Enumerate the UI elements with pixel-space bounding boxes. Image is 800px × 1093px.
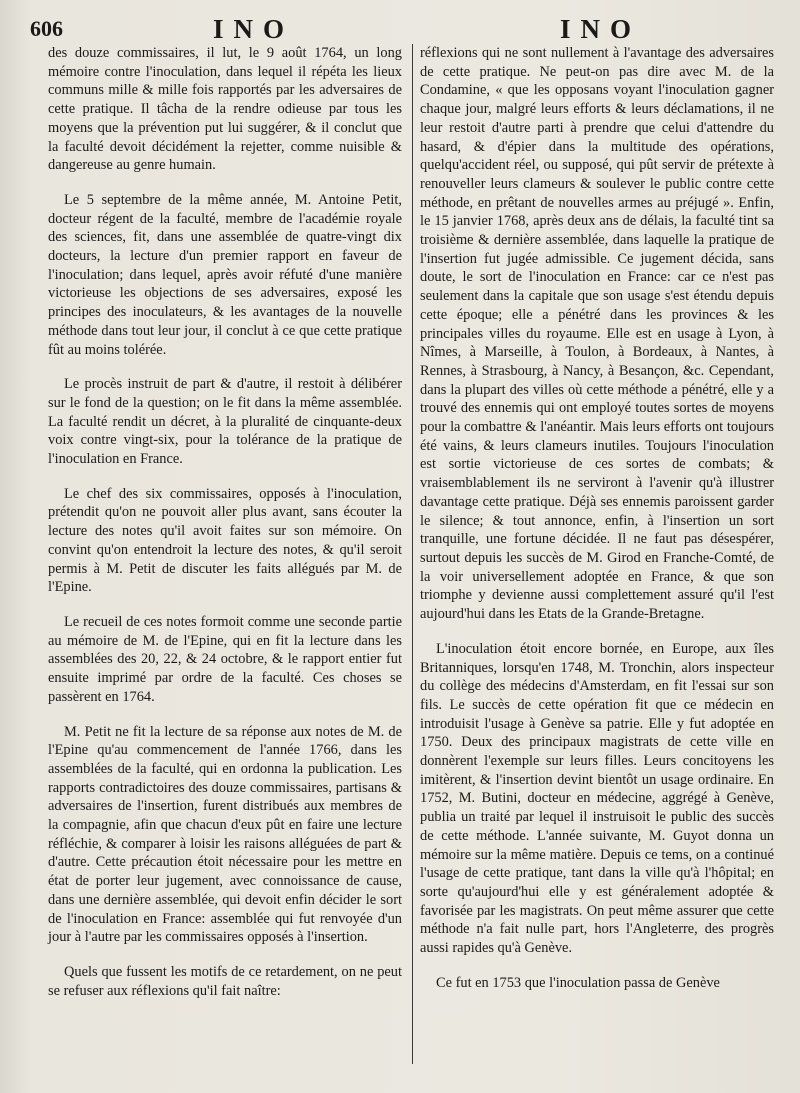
text-columns: [48, 44, 774, 1093]
running-head-left: INO: [213, 14, 295, 44]
paragraph: Quels que fussent les motifs de ce retardement, on ne peut se refuser aux réflexions qu'il fait naître:: [48, 963, 402, 999]
paragraph: réflexions qui ne sont nullement à l'avantage des adversaires de cette pratique. Ne peut-on pas dire avec M. de la Condamine, « que les opposans voyant l'inoculation gagner chaque jour, malgré leurs efforts & leurs déclamations, il ne leur restoit d'autre parti à prendre que celui d'attendre du hasard, & d'épier dans la multitude des opérations, quelqu'accident réel, ou supposé, qui pût servir de prétexte à renouveller leurs clameurs & soulever le public contre cette méthode, en prêtant de nouvelles armes au préjugé ». Enfin, le 15 janvier 1768, après deux ans de délais, la faculté tint sa troisième & dernière assemblée, dans laquelle la pratique de l'insertion fut jugée admissible. Ce jugement décida, sans doute, le sort de l'inoculation en France: car ce n'est pas seulement dans la capitale que son usage s'est étendu depuis cette époque; elle a pénétré dans les provinces & les principales villes du royaume. Elle est en usage à Lyon, à Nîmes, à Marseille, à Toulon, à Bordeaux, à Nantes, à Rennes, à Strasbourg, à Nancy, à Besançon, &c. Cependant, dans la plupart des villes où cette méthode a pénétré, elle y a trouvé des ennemis qui ont employé toutes sortes de moyens pour la combattre & l'anéantir. Mais leurs efforts ont toujours été vains, & leurs clameurs inutiles. Toujours l'inoculation est sortie victorieuse de ces sortes de combats; & vraisemblablement ils ne serviront à l'avenir qu'à illustrer davantage cette pratique. Déjà ses ennemis paroissent garder le silence; & tout annonce, enfin, à l'insertion un sort tranquille, une fortune décidée. Il ne faut pas désespérer, surtout depuis les succès de M. Girod en Franche-Comté, de la voir universellement adoptée en France, & que son triomphe y devienne aussi complettement assuré qu'il l'est aujourd'hui dans les Etats de la Grande-Bretagne.: [420, 45, 774, 623]
paragraph: Le procès instruit de part & d'autre, il restoit à délibérer sur le fond de la question; on le fit dans la même assemblée. La faculté rendit un décret, à la pluralité de cinquante-deux voix contre vingt-six, pour la tolérance de la pratique de l'inoculation en France.: [48, 376, 402, 468]
left-column: [48, 44, 402, 1000]
paragraph: M. Petit ne fit la lecture de sa réponse aux notes de M. de l'Epine qu'au commencement de l'année 1766, dans les assemblées de la faculté, qui en ordonna la publication. Les rapports contradictoires des douze commissaires, partisans & adversaires de l'insertion, furent distribués aux membres de la compagnie, afin que chacun d'eux pût en faire une lecture réfléchie, & comparer à loisir les raisons alléguées de part & d'autre. Cette précaution étoit nécessaire pour les mettre en état de porter leur jugement, avec connoissance de cause, dans une dernière assemblée, qui devoit enfin décider le sort de l'inoculation en France: assemblée qui fut renvoyée d'un jour à l'autre par les commissaires opposés à l'insertion.: [48, 723, 402, 946]
column-divider: [412, 44, 413, 1064]
paragraph: Ce fut en 1753 que l'inoculation passa de Genève: [436, 974, 720, 991]
paragraph: Le chef des six commissaires, opposés à l'inoculation, prétendit qu'on ne pouvoit aller plus avant, sans écouter la lecture des notes qu'il avoit faites sur son mémoire. On convint qu'on entendroit la lecture des notes, & qu'il seroit permis à M. Petit de discuter les faits allégués par M. de l'Epine.: [48, 485, 402, 596]
paragraph: L'inoculation étoit encore bornée, en Europe, aux îles Britanniques, lorsqu'en 1748, M. Tronchin, alors inspecteur du collège des médecins d'Amsterdam, en fit l'essai sur son fils. Le succès de cette opération fit que ce médecin en introduisit l'usage à Genève sa patrie. Elle y fut adoptée en 1750. Deux des principaux magistrats de cette ville en donnèrent l'exemple sur leurs filles. Leurs concitoyens les imitèrent, & l'insertion devint bientôt un usage ordinaire. En 1752, M. Butini, docteur en médecine, aggrégé à Genève, publia un traité par lequel il instruisoit le public des succès de cette méthode. L'année suivante, M. Guyot donna un mémoire sur la même matière. Depuis ce tems, on a continué l'usage de cette pratique, tant dans la ville qu'à l'hôpital; en sorte qu'aujourd'hui elle y est généralement adoptée & favorisée par les magistrats. On peut même assurer que cette méthode n'a fait nulle part, hors l'Angleterre, des progrès aussi rapides qu'à Genève.: [420, 640, 774, 957]
page-number: 606: [30, 16, 63, 41]
paragraph: Le recueil de ces notes formoit comme une seconde partie au mémoire de M. de l'Epine, qui en fit la lecture dans les assemblées des 20, 22, & 24 octobre, & le rapport entier fut ensuite imprimé par ordre de la faculté. Ces choses se passèrent en 1764.: [48, 613, 402, 705]
running-head-right: INO: [560, 14, 642, 44]
paragraph: des douze commissaires, il lut, le 9 août 1764, un long mémoire contre l'inoculation, dans lequel il répéta les lieux communs mille & mille fois rapportés par les adversaires de cette pratique. Il tâcha de la rendre odieuse par tous les moyens que la prévention put lui suggérer, & il conclut que la faculté devoit décidément la rejetter, comme nuisible & dangereuse au genre humain.: [48, 45, 402, 174]
page-header: [30, 10, 774, 46]
paragraph: Le 5 septembre de la même année, M. Antoine Petit, docteur régent de la faculté, membre de l'académie royale des sciences, fit, dans une assemblée de quatre-vingt dix docteurs, la lecture d'un premier rapport en faveur de l'inoculation; dans lequel, après avoir réfuté d'une manière victorieuse les objections de ses adversaires, exposé les principes des inoculateurs, & les avantages de la nouvelle méthode dans tout leur jour, il conclut à ce que cette pratique fût au moins tolérée.: [48, 191, 402, 358]
right-column: [420, 44, 774, 992]
